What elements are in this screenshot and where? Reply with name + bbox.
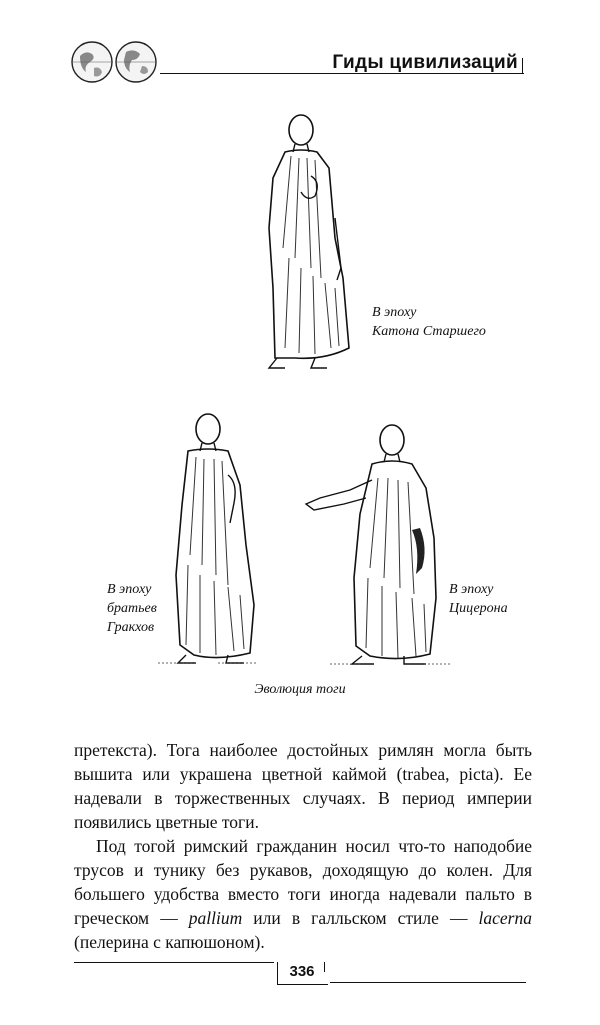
footer-rule-left xyxy=(74,962,274,963)
footer-rule-right xyxy=(330,982,526,983)
term-pallium: pallium xyxy=(188,908,243,928)
twin-globes-icon xyxy=(70,38,160,86)
figure-gracchi-era xyxy=(158,405,268,667)
body-text xyxy=(74,738,532,954)
figure-cato-era xyxy=(255,108,365,378)
caption-cato-era: В эпоху Катона Старшего xyxy=(372,305,486,339)
caption-gracchi-era: В эпоху братьев Гракхов xyxy=(107,582,157,635)
term-lacerna: lacerna xyxy=(478,908,532,928)
paragraph-2: Под тогой римский гражданин носил что-то наподобие трусов и тунику без рукавов, доходящую до колен. Для большего удобства вместо тоги иногда надевали пальто в греческом — pallium или в галльском стиле — lacerna (пелерина с капюшоном). xyxy=(74,836,532,952)
figure-cicero-era xyxy=(300,418,450,668)
paragraph-1: претекста). Тога наиболее достойных римлян могла быть вышита или украшена цветной каймой (trabea, picta). Ее надевали в торжественных случаях. В период империи появились цветные тоги. xyxy=(74,740,532,832)
figure-title: Эволюция тоги xyxy=(254,682,346,697)
header-rule-tick xyxy=(522,58,523,74)
page-header xyxy=(0,0,600,100)
page-number-tick xyxy=(324,962,325,972)
page-number: 336 xyxy=(289,963,315,980)
running-header-title: Гиды цивилизаций xyxy=(332,52,518,73)
caption-cicero-era: В эпоху Цицерона xyxy=(449,582,508,616)
